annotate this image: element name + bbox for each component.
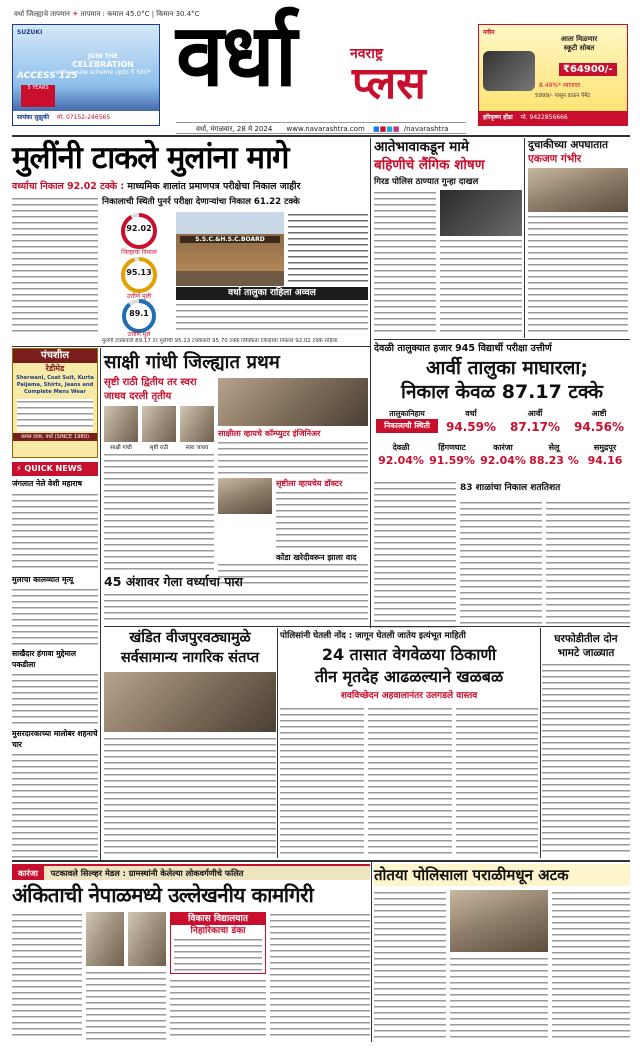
quick-news-body-4 xyxy=(12,752,98,860)
donut-boys xyxy=(110,298,168,334)
panchsheel-fine-print xyxy=(17,399,93,431)
quick-news-label: ⚡ QUICK NEWS xyxy=(12,462,98,476)
karanja-bar-text: पटकावले सिल्व्हर मेडल : ग्रामस्थांनी केलेल्या लोकवर्गणीचे फलित xyxy=(50,868,244,878)
donut-district xyxy=(110,212,168,250)
lead-headline: मुलींनी टाकले मुलांना मागे xyxy=(12,140,289,176)
masthead-subtitle-top: नवराष्ट्र xyxy=(350,46,384,62)
totaya-headline: तोतया पोलिसाला पराळीमधून अटक xyxy=(374,864,630,886)
donut-girls-value: 95.13 xyxy=(126,268,152,277)
rule-bottom-band xyxy=(12,860,630,862)
quick-news-body-3 xyxy=(12,672,98,726)
ad-dealer: सायंका सुझुकी xyxy=(17,114,50,121)
donut-girls-label: उत्तीर्ण मुली xyxy=(126,293,152,300)
totaya-photo xyxy=(450,890,548,952)
taluka-ashti-name: आष्टी xyxy=(591,409,607,418)
police-sub: शवविच्छेदन अहवालानंतर उलगडले वास्तव xyxy=(340,691,478,701)
ad-right-rate: 8.49%* व्याजदर xyxy=(539,82,581,89)
ad-right-price: ₹64900/- xyxy=(559,63,617,76)
taluka-deoli-pct: 92.04% xyxy=(378,454,424,467)
arvi-side-head: 83 शाळांचा निकाल शततिशत xyxy=(460,483,561,493)
donut-district-label: जिल्हाचा निकाल xyxy=(121,249,157,256)
lead-footer: मुलगी टक्केवारी 89.17 टर मुलीची 95.13 टक्केवारी 95.70 टक्के तिक्किता जिल्हाचा निकाल 92.02 टक्के राहिला. xyxy=(102,338,340,344)
sakshi-body xyxy=(104,452,214,572)
ankita-headline: अंकिताची नेपाळमध्ये उल्लेखनीय कामगिरी xyxy=(12,883,314,907)
power-body xyxy=(104,736,276,856)
niharika-box-title: विकास विद्यालयात xyxy=(171,913,265,925)
weather-label: वर्धा जिल्ह्याचे तापमान xyxy=(14,10,70,18)
lead-subhead-red: वर्ध्याचा निकाल 92.02 टक्के : xyxy=(12,181,125,192)
rape-subhead: गिरड पोलिस ठाण्यात गुन्हा दाखल xyxy=(374,177,479,187)
accident-photo xyxy=(528,168,628,212)
panchsheel-sub: रेडीमेड xyxy=(45,364,65,373)
quick-news-item-2: मुलाचा कालव्यात मृत्यू xyxy=(12,575,74,584)
rule-vertical-3 xyxy=(277,628,278,858)
arvi-kicker: देवळी तालुक्यात हजार 945 विद्यार्थी परीक्षा उत्तीर्ण xyxy=(374,343,552,354)
ad-right-tag: नवीन xyxy=(483,29,495,36)
rape-photo xyxy=(440,190,522,236)
masthead[interactable] xyxy=(176,5,466,118)
taluka-karanja-name: कारंजा xyxy=(493,443,513,452)
sakshi-caption-1: साक्षीला व्हायचे कॉम्प्युटर इंजिनिअर xyxy=(218,429,321,438)
niharika-box-body xyxy=(174,937,262,973)
karanja-bar xyxy=(12,864,370,880)
ad-line4: with a new scheme upto ₹ 500* xyxy=(55,69,151,76)
taluka-hinganghat-pct: 91.59% xyxy=(429,454,475,467)
board-sign: S.S.C.&H.S.C.BOARD xyxy=(180,236,280,243)
ankita-body-3 xyxy=(170,978,266,1040)
quick-news-body-2 xyxy=(12,587,98,647)
rule-vertical-5 xyxy=(371,862,372,1042)
taluka-arvi-name: आर्वी xyxy=(527,409,543,418)
police-body-1 xyxy=(280,706,364,856)
ankita-photo-1 xyxy=(86,912,124,966)
ankita-body-2 xyxy=(86,970,166,1040)
taluka-selu-name: सेलू xyxy=(548,443,560,452)
sakshi-caption-body-2 xyxy=(276,490,368,552)
taluka-head-label: तालुकानिहाय xyxy=(389,409,425,418)
totaya-body-2 xyxy=(450,956,548,1040)
taluka-samudrapur-pct: 94.16 xyxy=(587,454,623,467)
donut-boys-value: 89.1 xyxy=(129,309,149,318)
arvi-body xyxy=(374,480,456,628)
suzuki-ad[interactable] xyxy=(12,24,160,126)
lead-banner: वर्धा तालुका राहिला अव्वल xyxy=(176,287,368,300)
police-body-2 xyxy=(368,706,452,856)
rule-vertical-2 xyxy=(524,138,525,338)
quick-news-item-3: साखैदार हंगावा मुद्देमाल पकडीला xyxy=(12,649,77,669)
panchsheel-title: पंचशील xyxy=(13,349,97,363)
donut-district-value: 92.02 xyxy=(126,224,152,233)
ad-line2: CELEBRATION xyxy=(72,60,134,69)
arvi-body-3 xyxy=(546,500,630,628)
taluka-karanja-pct: 92.04% xyxy=(480,454,526,467)
sakshi-photo-3 xyxy=(180,406,214,442)
scooter-image xyxy=(483,51,535,91)
burglary-headline-1: घरफोडीतील दोन xyxy=(554,633,618,645)
sakshi-family-photo xyxy=(218,378,368,426)
rule-under-lead xyxy=(12,346,370,347)
weather-values: तापमान : कमाल 45.0°C | किमान 30.4°C xyxy=(80,10,200,18)
ad-right-phone: मो. 9422856666 xyxy=(520,114,568,121)
board-building-photo xyxy=(176,212,284,286)
sakshi-name-2: सृष्टी राठी xyxy=(149,445,169,451)
arvi-headline-1: आर्वी तालुका माघारला; xyxy=(426,357,588,379)
burglary-body xyxy=(542,662,630,856)
power-headline-2: सर्वसामान्य नागरिक संतप्त xyxy=(120,650,260,666)
police-body-3 xyxy=(456,706,538,856)
taluka-selu-pct: 88.23 % xyxy=(529,454,579,467)
lead-subhead-rest: माध्यमिक शालांत प्रमाणपत्र परीक्षेचा निकाल जाहीर xyxy=(127,181,301,192)
donut-girls xyxy=(110,256,168,294)
heat-headline: 45 अंशावर गेला वर्ध्याचा पारा xyxy=(104,574,243,589)
ankita-photo-2 xyxy=(128,912,166,966)
sakshi-caption-body-1 xyxy=(218,440,368,476)
dateline-website[interactable]: www.navarashtra.com xyxy=(286,125,365,133)
taluka-samudrapur-name: समुद्रपूर xyxy=(593,443,617,452)
rape-body-2 xyxy=(440,238,522,336)
board-side-text xyxy=(288,212,368,286)
taluka-wardha-pct: 94.59% xyxy=(446,420,496,434)
taluka-table xyxy=(376,408,630,476)
taluka-arvi-pct: 87.17% xyxy=(510,420,560,434)
lead-subhead xyxy=(12,180,368,193)
totaya-body-1 xyxy=(374,890,446,1040)
rape-headline-1: आतेभावाकडून मामे xyxy=(374,139,469,155)
rule-vertical-1 xyxy=(370,138,371,628)
quick-news-item-4: मुसरदारकाच्या मालोबर शहनाचे चार xyxy=(12,729,98,749)
sakshi-caption-2: सृष्टीला व्हायचेय डॉक्टर xyxy=(276,479,343,488)
quick-news-item-1: जंगलात नेले वेशी महाराष xyxy=(12,479,83,488)
sakshi-photo-1 xyxy=(104,406,138,442)
taluka-ashti-pct: 94.56% xyxy=(574,420,624,434)
honda-ad[interactable] xyxy=(478,24,628,126)
totaya-body-3 xyxy=(552,890,630,1040)
taluka-deoli-name: देवळी xyxy=(392,443,410,452)
ad-product: ACCESS 125 xyxy=(17,71,78,81)
facebook-icon[interactable]: ■ xyxy=(373,125,380,133)
rape-body xyxy=(374,190,436,336)
lead-box-title: निकालाची स्थिती पुनर्र परीक्षा देणाऱ्यांचा निकाल 61.22 टक्के xyxy=(102,197,300,207)
sakshi-name-1: साक्षी गांधी xyxy=(110,445,132,451)
heat-body xyxy=(104,592,368,622)
ad-phone: मो. 07152-246565 xyxy=(57,114,111,121)
sakshi-name-3: स्वरा जाधव xyxy=(185,445,209,451)
result-donuts xyxy=(104,212,174,334)
rule-above-police xyxy=(104,626,630,627)
sakshi-headline: साक्षी गांधी जिल्ह्यात प्रथम xyxy=(104,352,280,373)
masthead-subtitle-main: प्लस xyxy=(352,58,426,109)
sakshi-photo-2 xyxy=(142,406,176,442)
taluka-wardha-name: वर्धा xyxy=(465,409,477,418)
five-years-badge: 5 YEARS xyxy=(21,85,55,107)
rule-under-masthead xyxy=(12,135,630,137)
ad-right-extra: 5999/- पासून डाऊन पेमेंट xyxy=(535,93,591,99)
masthead-title: वर्धा xyxy=(176,5,295,106)
burglary-headline-2: भामटे जाळ्यात xyxy=(557,647,615,659)
rule-sidebar xyxy=(100,348,101,860)
power-headline-1: खंडित वीजपुरवठ्यामुळे xyxy=(129,630,251,646)
youtube-icon[interactable]: ■ xyxy=(379,125,387,133)
karanja-bar-place: कारंजा xyxy=(12,866,44,880)
dateline-bar xyxy=(176,122,466,134)
panchsheel-body: Sherwani, Coat Suit, Kurta Paijama, Shirts, Jeans and Complete Mens Wear xyxy=(16,375,94,395)
ankita-body-1 xyxy=(12,912,82,1040)
panchsheel-ad[interactable] xyxy=(12,348,98,458)
social-handle: /navarashtra xyxy=(403,125,449,133)
sun-icon: ☀ xyxy=(72,10,79,18)
niharika-box-sub: निहारिकाचा डंका xyxy=(190,926,246,936)
lead-body-box xyxy=(176,302,368,334)
twitter-icon[interactable]: ■ xyxy=(386,125,393,133)
bolt-icon: ⚡ xyxy=(16,464,22,473)
arvi-body-2 xyxy=(460,500,542,628)
donut-boys-label: उत्तीर्ण मुले xyxy=(127,331,151,338)
srushti-photo xyxy=(218,478,272,514)
power-photo xyxy=(104,672,276,732)
ad-right-line1: आता मिळणार xyxy=(560,35,598,43)
sakshi-caption-3: कोंडा खरेदीवरून झाला वाद xyxy=(276,553,357,562)
police-kicker: पोलिसांनी घेतली नोंद : जागून घेतली जातेय इत्यंभूत माहिती xyxy=(280,631,466,641)
panchsheel-footer: कमल टावर, वर्धा (SINCE 1980) xyxy=(13,433,97,441)
ankita-body-4 xyxy=(270,912,370,1040)
rape-headline-2: बहिणीचे लैंगिक शोषण xyxy=(374,157,485,173)
police-headline-2: तीन मृतदेह आढळल्याने खळबळ xyxy=(314,667,504,686)
ad-right-dealer: हरिकृष्ण होंडा xyxy=(483,114,513,121)
niharika-box xyxy=(170,912,266,974)
taluka-head-sub: निकालाची स्थिती xyxy=(376,419,438,433)
instagram-icon[interactable]: ■ xyxy=(392,125,400,133)
suzuki-logo: SUZUKI xyxy=(17,29,43,36)
rule-under-accident xyxy=(374,339,630,340)
taluka-hinganghat-name: हिंगणघाट xyxy=(438,443,466,452)
accident-headline-2: एकजण गंभीर xyxy=(528,153,582,165)
ad-line1: JOIN THE xyxy=(88,53,118,60)
quick-news-body-1 xyxy=(12,492,98,572)
police-headline-1: 24 तासात वेगवेळया ठिकाणी xyxy=(321,645,497,664)
lead-body-left xyxy=(12,196,98,332)
sakshi-subhead: सृष्टी राठी द्वितीय तर स्वरा जाधव दरली तृतीय xyxy=(104,377,197,402)
ad-right-line2: स्कूटी सोबत xyxy=(563,44,595,52)
arvi-headline-2: निकाल केवळ 87.17 टक्के xyxy=(401,381,603,403)
accident-body xyxy=(528,214,628,336)
rule-vertical-4 xyxy=(540,628,541,858)
accident-headline-1: दुचाकीच्या अपघातात xyxy=(528,139,608,151)
dateline-date: वर्धा, मंगळवार, 28 मे 2024 xyxy=(196,125,273,133)
